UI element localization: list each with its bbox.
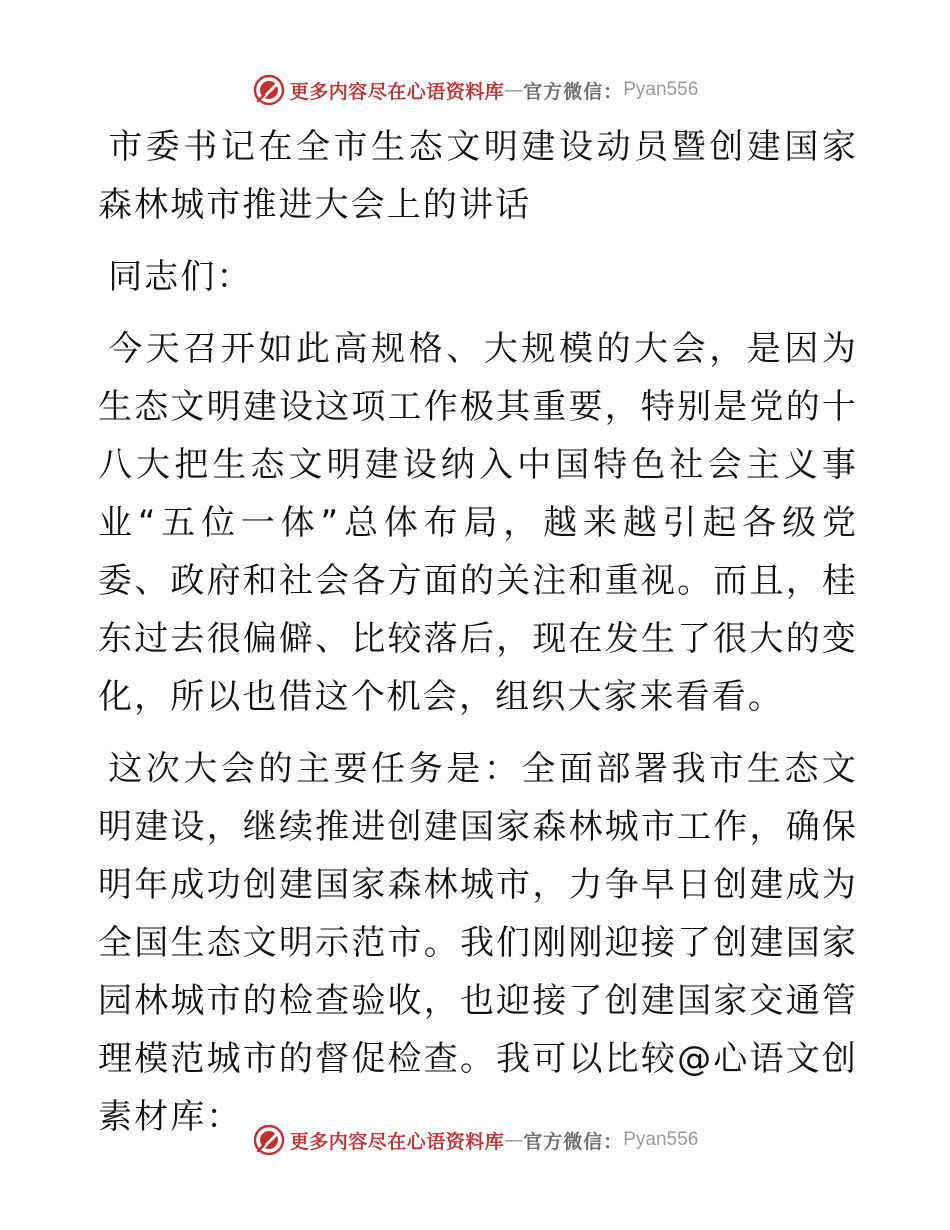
paragraph-2: 这次大会的主要任务是：全面部署我市生态文明建设，继续推进创建国家森林城市工作，确保明年成功创建国家森林城市，力争早日创建成为全国生态文明示范市。我们刚刚迎接了创建国家园林城市的检查验收，也迎接了创建国家交通管理模范城市的督促检查。我可以比较@心语文创素材库：: [98, 749, 858, 1137]
banner-main-text: 更多内容尽在心语资料库: [289, 80, 505, 103]
document-body: [98, 118, 858, 1160]
document-title: 市委书记在全市生态文明建设动员暨创建国家森林城市推进大会上的讲话: [98, 127, 858, 225]
footer-banner: [0, 1118, 950, 1162]
paragraph-1: 今天召开如此高规格、大规模的大会，是因为生态文明建设这项工作极其重要，特别是党的十八大把生态文明建设纳入中国特色社会主义事业“五位一体”总体布局，越来越引起各级党委、政府和社会各方面的关注和重视。而且，桂东过去很偏僻、比较落后，现在发生了很大的变化，所以也借这个机会，组织大家来看看。: [98, 329, 858, 717]
header-banner: [0, 68, 950, 112]
pen-logo-icon: [252, 1123, 286, 1157]
banner-dash: —: [504, 79, 524, 101]
greeting: 同志们：: [108, 257, 253, 297]
banner-dash: —: [504, 1129, 524, 1151]
banner-official-label: 官方微信：: [523, 1130, 624, 1153]
banner-official-label: 官方微信：: [523, 80, 624, 103]
banner-wechat-id: Pyan556: [623, 79, 699, 100]
banner-wechat-id: Pyan556: [623, 1129, 699, 1150]
banner-main-text: 更多内容尽在心语资料库: [289, 1130, 505, 1153]
pen-logo-icon: [252, 73, 286, 107]
